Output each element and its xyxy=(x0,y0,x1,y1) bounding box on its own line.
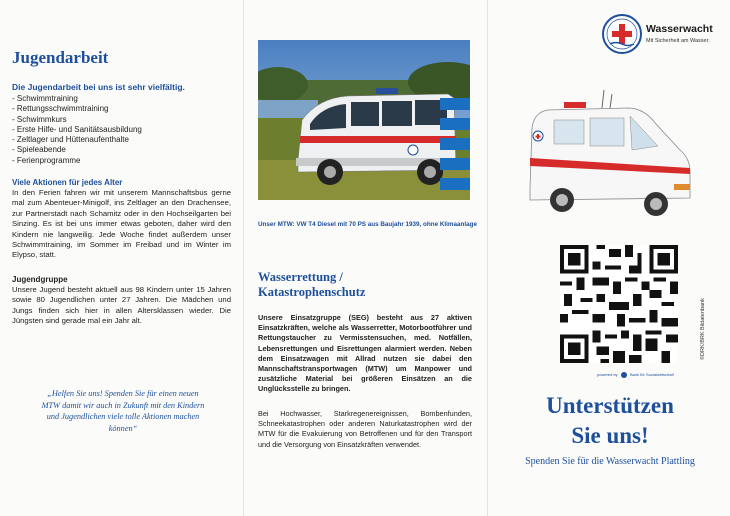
list-item: - Erste Hilfe- und Sanitätsausbildung xyxy=(12,124,142,134)
section-title-wasserrettung xyxy=(258,270,365,300)
group-text: Unsere Jugend besteht aktuell aus 98 Kindern unter 15 Jahren sowie 80 Jugendlichen unter 27 Jahren. Die Mädchen und Jungs finden sich hier in allen Altersklassen wieder. Die Jüngsten sind gerade mal ein Jahr alt. xyxy=(12,285,231,326)
group-heading: Jugendgruppe xyxy=(12,275,68,284)
section-title-jugendarbeit: Jugendarbeit xyxy=(12,48,109,67)
actions-text: In den Ferien fahren wir mit unserem Mannschaftsbus gerne mal zum Abenteuer-Minigolf, ins Zeltlager an den Drachensee, zur Partnerstadt nach Schamitz oder in den Hochseilgarten bei Sinzing. Es ist bei uns immer etwas geboten, daher wird den Kindern nie langweilig. Jede Woche findet außerdem unser Schwimmtraining, im Sommer im Freibad und im Winter im Elypso, statt. xyxy=(12,188,231,260)
cta-heading: Unterstützen xyxy=(546,393,674,418)
photo-caption: Unser MTW: VW T4 Diesel mit 70 PS aus Baujahr 1939, ohne Klimaanlage xyxy=(258,221,477,228)
list-item: - Zeltlager und Hüttenaufenthalte xyxy=(12,135,129,145)
list-item: - Rettungsschwimmtraining xyxy=(12,104,109,114)
image-credit: ©DRK/BRK Bildatenbank xyxy=(700,298,706,360)
powered-label: powered by xyxy=(597,372,618,378)
disaster-text: Bei Hochwasser, Starkregenereignissen, Bombenfunden, Schneekatastrophen oder anderen Naturkatastrophen wird der MTW für die Evakuierung von Betroffenen und für den Transport und die Versorgung von Einsatzkräften verwendet. xyxy=(258,409,472,449)
qr-code[interactable] xyxy=(560,245,678,368)
van-photo xyxy=(258,40,470,200)
bank-name: Bank für Sozialwirtschaft xyxy=(629,372,674,378)
powered-by xyxy=(597,372,674,378)
actions-heading: Viele Aktionen für jedes Alter xyxy=(12,178,123,187)
van-illustration xyxy=(524,88,696,233)
list-item: - Spieleabende xyxy=(12,145,66,155)
heading-line: Katastrophenschutz xyxy=(258,285,366,299)
list-item: - Ferienprogramme xyxy=(12,155,81,165)
quote-text: „Helfen Sie uns! Spenden Sie für einen neuen MTW damit wir auch in Zukunft mit den Kindern und Jugendlichen viele tolle Aktionen machen können“ xyxy=(41,389,205,433)
intro-text: Die Jugendarbeit bei uns ist sehr vielfältig. xyxy=(12,82,185,92)
bank-icon xyxy=(621,372,627,378)
brand-tagline: Mit Sicherheit am Wasser. xyxy=(646,38,710,44)
fold-line xyxy=(487,0,488,516)
activity-list xyxy=(12,94,142,166)
list-item: - Schwimmkurs xyxy=(12,114,67,124)
fold-line xyxy=(243,0,244,516)
list-item: - Schwimmtraining xyxy=(12,94,78,103)
cta-subtitle: Spenden Sie für die Wasserwacht Plattling xyxy=(525,456,695,467)
cta-heading: Sie uns! xyxy=(571,423,649,448)
brand-name: Wasserwacht xyxy=(646,23,713,35)
heading-line: Wasserrettung / xyxy=(258,270,343,284)
seg-text: Unsere Einsatzgruppe (SEG) besteht aus 27 aktiven Einsatzkräften, welche als Wasserretter, Motorbootführer und Rettungstaucher zu Vermisstensuchen, med. Notfällen, Lebensrettungen und Eisrettungen alarmiert werden. Neben dem Einsatzwagen mit Allrad nutzen sie dabei den Mannschaftstransportwagen (MTW) um Manpower und zusätzliche Material bei größeren Einsätzen an die Unglücksstelle zu bringen. xyxy=(258,313,472,394)
wasserwacht-logo xyxy=(602,14,642,59)
